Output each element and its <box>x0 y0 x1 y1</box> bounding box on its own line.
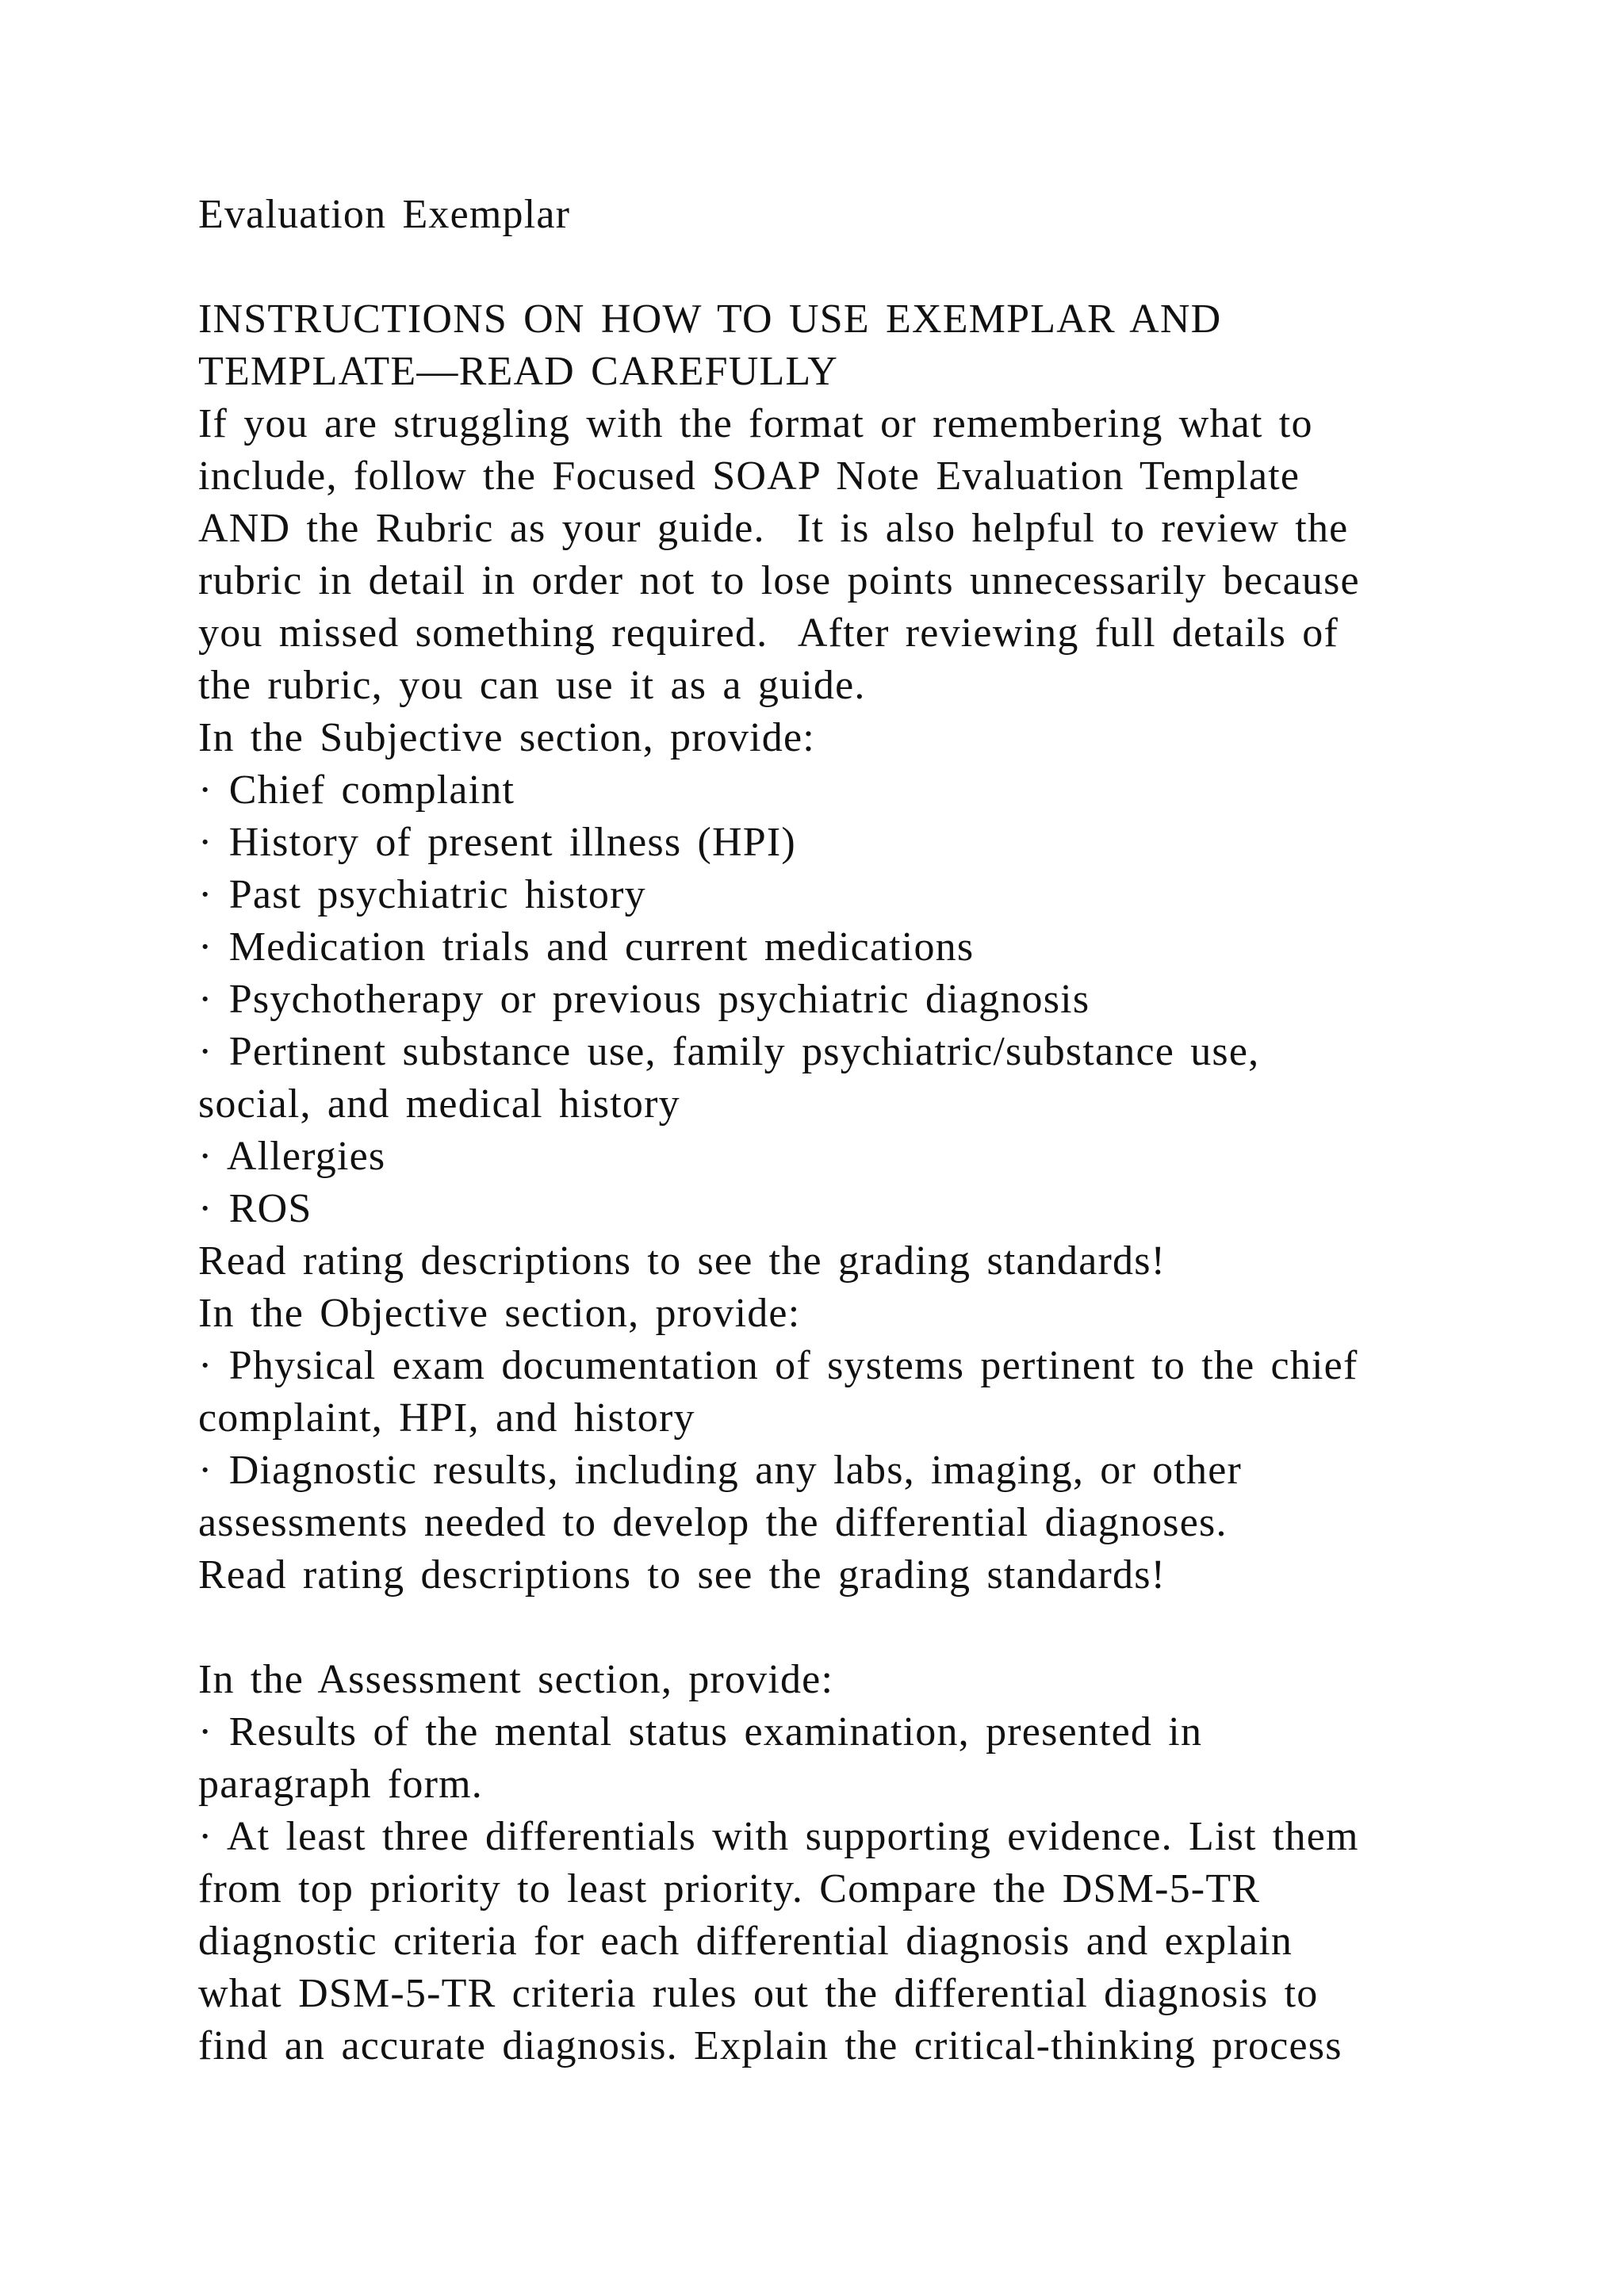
subjective-item: · Pertinent substance use, family psychiatric/substance use, <box>198 1029 1260 1074</box>
subjective-note: Read rating descriptions to see the grading standards! <box>198 1238 1166 1284</box>
assessment-item: paragraph form. <box>198 1762 483 1807</box>
subjective-item: · Chief complaint <box>198 767 515 813</box>
assessment-item: · Results of the mental status examination, presented in <box>198 1709 1203 1755</box>
spacer <box>198 241 1483 293</box>
assessment-item: what DSM-5-TR criteria rules out the differential diagnosis to <box>198 1971 1319 2016</box>
intro-line: rubric in detail in order not to lose points unnecessarily because <box>198 558 1360 603</box>
intro-line: the rubric, you can use it as a guide. <box>198 663 866 708</box>
spacer <box>198 1601 1483 1654</box>
subjective-item: social, and medical history <box>198 1081 680 1127</box>
assessment-item: diagnostic criteria for each differential diagnosis and explain <box>198 1919 1293 1964</box>
assessment-item: find an accurate diagnosis. Explain the critical-thinking process <box>198 2023 1342 2068</box>
instructions-heading-line-2: TEMPLATE—READ CAREFULLY <box>198 349 838 394</box>
document-title: Evaluation Exemplar <box>198 192 571 237</box>
objective-item: complaint, HPI, and history <box>198 1395 695 1441</box>
intro-line: you missed something required. After reviewing full details of <box>198 610 1339 656</box>
objective-note: Read rating descriptions to see the grading standards! <box>198 1552 1166 1598</box>
instructions-heading-line-1: INSTRUCTIONS ON HOW TO USE EXEMPLAR AND <box>198 297 1222 342</box>
assessment-item: from top priority to least priority. Compare the DSM-5-TR <box>198 1866 1261 1911</box>
subjective-item: · ROS <box>198 1186 312 1231</box>
subjective-item: · Psychotherapy or previous psychiatric diagnosis <box>198 977 1090 1022</box>
intro-line: If you are struggling with the format or remembering what to <box>198 401 1313 446</box>
objective-item: assessments needed to develop the differential diagnoses. <box>198 1500 1228 1545</box>
objective-heading: In the Objective section, provide: <box>198 1291 801 1336</box>
document-page <box>198 189 1483 2072</box>
subjective-item: · Allergies <box>198 1134 386 1179</box>
subjective-item: · Past psychiatric history <box>198 872 646 917</box>
objective-item: · Physical exam documentation of systems pertinent to the chief <box>198 1343 1358 1388</box>
assessment-item: · At least three differentials with supporting evidence. List them <box>198 1814 1359 1859</box>
subjective-item: · Medication trials and current medications <box>198 924 975 970</box>
intro-line: AND the Rubric as your guide. It is also helpful to review the <box>198 506 1349 551</box>
intro-line: include, follow the Focused SOAP Note Evaluation Template <box>198 453 1300 499</box>
objective-item: · Diagnostic results, including any labs, imaging, or other <box>198 1448 1243 1493</box>
subjective-item: · History of present illness (HPI) <box>198 820 796 865</box>
assessment-heading: In the Assessment section, provide: <box>198 1657 834 1702</box>
subjective-heading: In the Subjective section, provide: <box>198 715 815 760</box>
